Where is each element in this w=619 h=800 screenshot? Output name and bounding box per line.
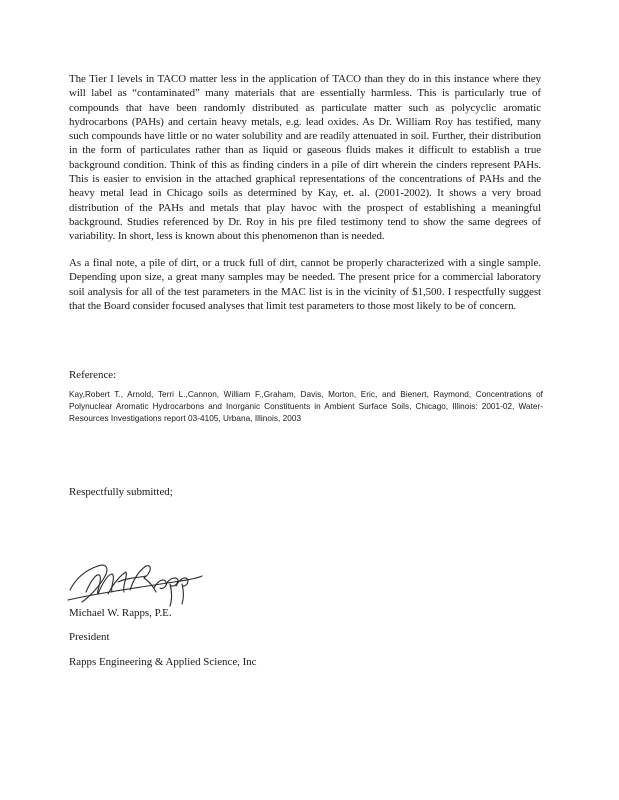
signer-name: Michael W. Rapps, P.E. xyxy=(69,607,172,619)
reference-citation: Kay,Robert T., Arnold, Terri L.,Cannon, William F.,Graham, Davis, Morton, Eric, and Bienert, Raymond, Concentrations of Polynuclear Aromatic Hydrocarbons and Inorganic Constituents in Ambient Surface Soils, Chicago, Illinois: 2001-02, Water-Resources Investigations report 03-4105, Urbana, Illinois, 2003 xyxy=(69,390,543,424)
handwritten-signature xyxy=(64,548,204,610)
body-paragraph-1: The Tier I levels in TACO matter less in the application of TACO than they do in this instance where they will label as “contaminated” many materials that are essentially harmless. This is particularly true of compounds that have been randomly distributed as particulate matter such as polycyclic aromatic hydrocarbons (PAHs) and certain heavy metals, e.g. lead oxides. As Dr. William Roy has testified, many such compounds have little or no water solubility and are readily attenuated in soil. Further, their distribution in the form of particulates rather than as liquid or gaseous fluids makes it difficult to establish a true background condition. Think of this as finding cinders in a pile of dirt wherein the cinders represent PAHs. This is easier to envision in the attached graphical representations of the concentrations of PAHs and the heavy metal lead in Chicago soils as determined by Kay, et. al. (2001-2002). It shows a very broad distribution of the PAHs and metals that play havoc with the prospect of establishing a meaningful background. Studies referenced by Dr. Roy in his pre filed testimony tend to show the same degrees of variability. In short, less is known about this phenomenon than is needed. xyxy=(69,73,541,243)
closing-line: Respectfully submitted; xyxy=(69,486,173,498)
body-paragraph-2: As a final note, a pile of dirt, or a truck full of dirt, cannot be properly characterized with a single sample. Depending upon size, a great many samples may be needed. The present price for a commercial laboratory soil analysis for all of the test parameters in the MAC list is in the vicinity of $1,500. I respectfully suggest that the Board consider focused analyses that limit test parameters to those most likely to be of concern. xyxy=(69,257,541,312)
signer-title: President xyxy=(69,631,110,643)
signer-company: Rapps Engineering & Applied Science, Inc xyxy=(69,656,257,668)
reference-heading: Reference: xyxy=(69,369,117,381)
